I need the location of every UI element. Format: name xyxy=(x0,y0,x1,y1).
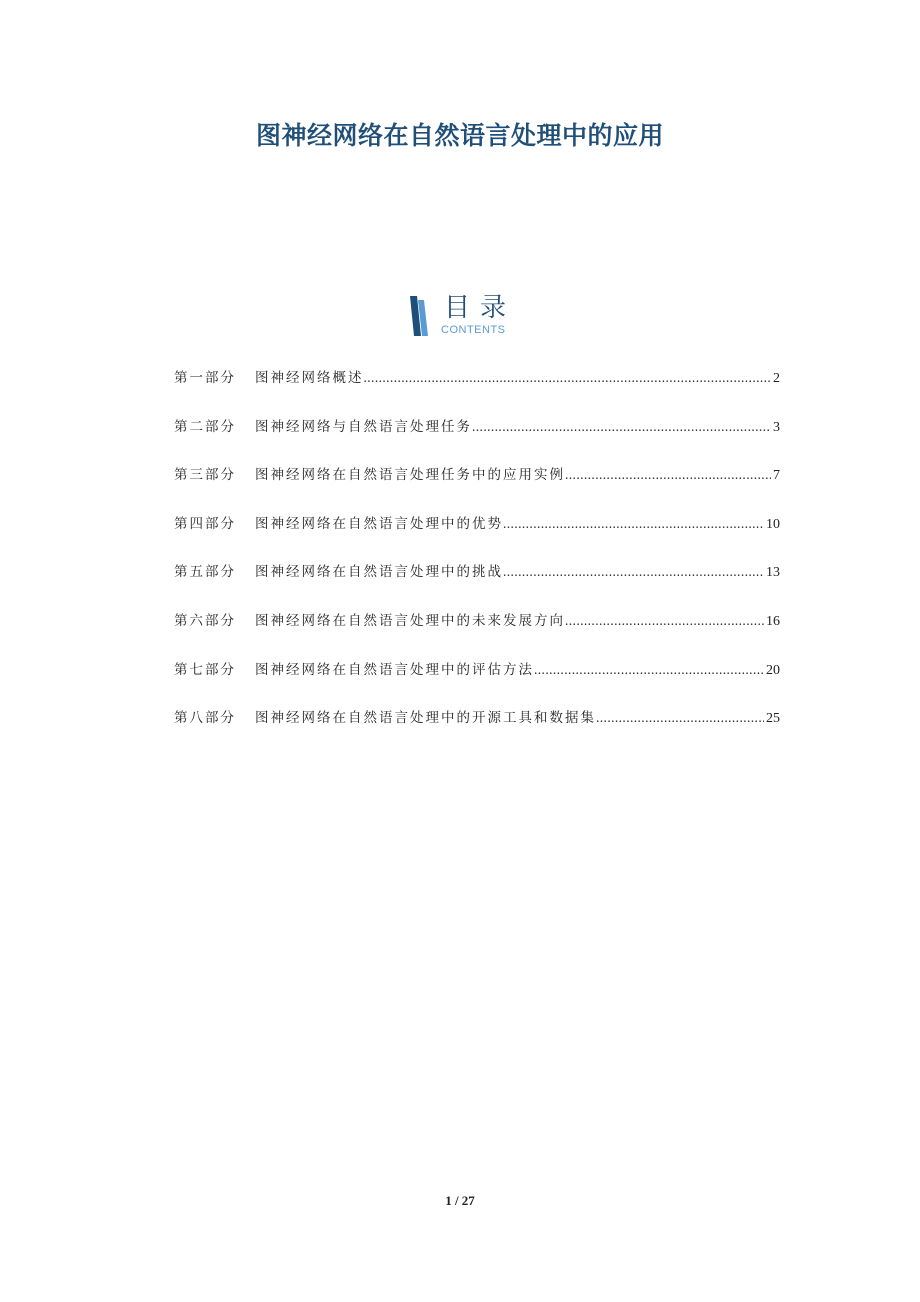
toc-entry-page: 3 xyxy=(773,419,780,435)
toc-entry-page: 16 xyxy=(766,613,780,629)
toc-entry-6[interactable] xyxy=(174,609,780,658)
toc-entry-part: 第五部分 xyxy=(174,564,236,581)
toc-entry-part: 第四部分 xyxy=(174,515,236,532)
toc-entry-title: 图神经网络在自然语言处理中的挑战 xyxy=(255,564,503,581)
toc-dot-leader xyxy=(503,560,764,584)
toc-entry-part: 第六部分 xyxy=(174,612,236,629)
toc-entry-title: 图神经网络与自然语言处理任务 xyxy=(255,418,472,435)
toc-entry-title: 图神经网络在自然语言处理中的开源工具和数据集 xyxy=(255,710,596,727)
page-indicator: 1 / 27 xyxy=(445,1193,475,1208)
toc-entry-5[interactable] xyxy=(174,560,780,609)
toc-entry-page: 20 xyxy=(766,662,780,678)
toc-entry-8[interactable] xyxy=(174,706,780,755)
toc-subheading: CONTENTS xyxy=(441,324,506,336)
toc-entry-part: 第二部分 xyxy=(174,418,236,435)
document-title: 图神经网络在自然语言处理中的应用 xyxy=(255,121,664,150)
toc-entry-page: 25 xyxy=(766,711,780,727)
toc-dot-leader xyxy=(565,609,764,633)
toc-entry-page: 2 xyxy=(773,371,780,386)
toc-entry-title: 图神经网络在自然语言处理中的评估方法 xyxy=(255,661,534,678)
toc-entry-title: 图神经网络在自然语言处理中的优势 xyxy=(255,515,503,532)
toc-entry-page: 13 xyxy=(766,565,780,581)
toc-entry-1[interactable] xyxy=(174,366,780,415)
toc-entry-part: 第八部分 xyxy=(174,710,236,727)
toc-entry-4[interactable] xyxy=(174,512,780,561)
toc-dot-leader xyxy=(364,366,772,390)
toc-heading: 目录 xyxy=(444,293,517,323)
toc-entry-3[interactable] xyxy=(174,463,780,512)
table-of-contents xyxy=(174,366,780,755)
toc-entry-part: 第三部分 xyxy=(174,467,236,484)
toc-dot-leader xyxy=(596,706,764,730)
toc-entry-title: 图神经网络在自然语言处理中的未来发展方向 xyxy=(255,612,565,629)
toc-entry-title: 图神经网络在自然语言处理任务中的应用实例 xyxy=(255,467,565,484)
toc-dot-leader xyxy=(503,512,764,536)
toc-entry-title: 图神经网络概述 xyxy=(255,370,364,386)
toc-header xyxy=(404,292,544,340)
toc-logo-icon xyxy=(408,296,432,336)
toc-dot-leader xyxy=(472,415,771,439)
toc-dot-leader xyxy=(534,658,764,682)
toc-entry-page: 10 xyxy=(766,516,780,532)
toc-entry-part: 第七部分 xyxy=(174,661,236,678)
toc-entry-2[interactable] xyxy=(174,415,780,464)
toc-entry-page: 7 xyxy=(773,468,780,484)
toc-entry-7[interactable] xyxy=(174,658,780,707)
toc-entry-part: 第一部分 xyxy=(174,370,236,386)
toc-dot-leader xyxy=(565,463,771,487)
